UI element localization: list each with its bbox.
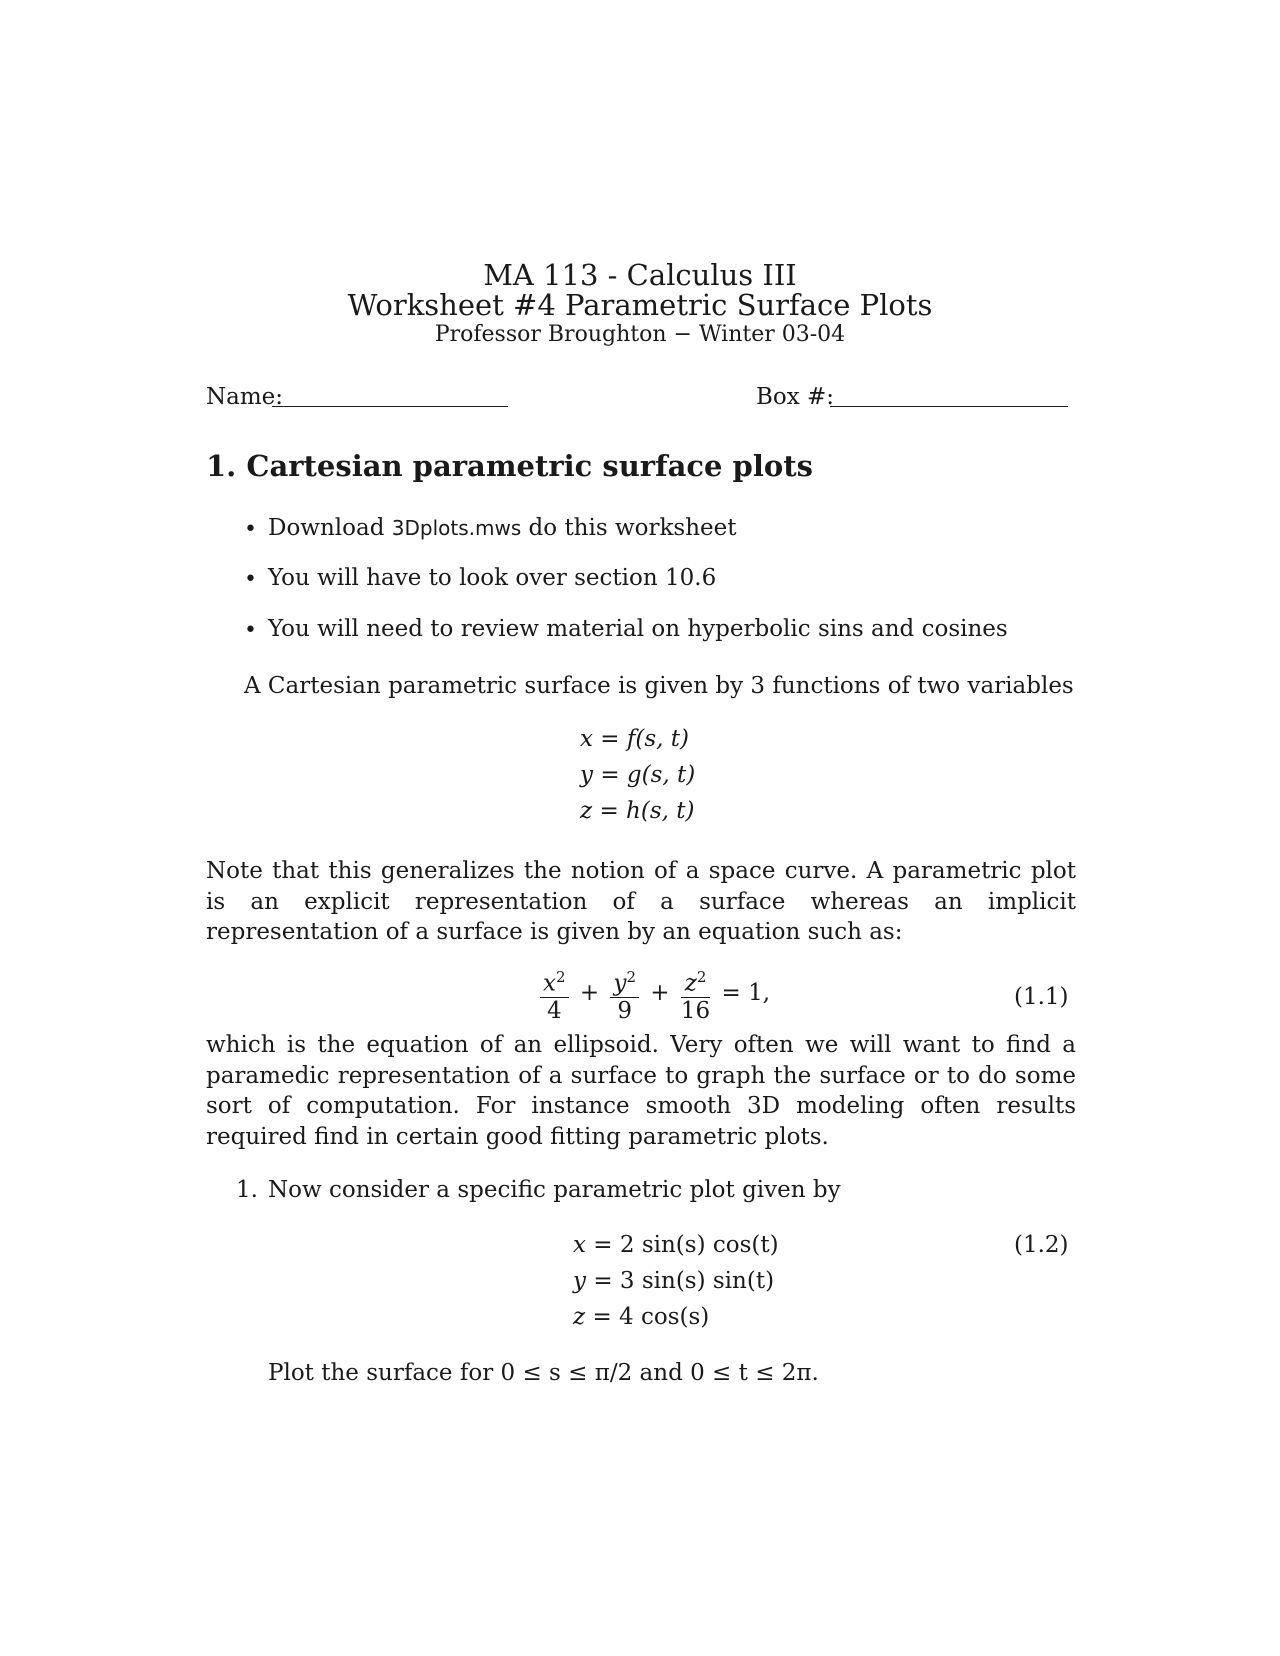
intro-text: A Cartesian parametric surface is given by 3 functions of two variables [244, 673, 1074, 699]
note-paragraph: Note that this generalizes the notion of a space curve. A parametric plot is an explicit representation of a surface whereas an implicit representation of a surface is given by an equation such as: [206, 858, 1076, 945]
equation-number-1-1: (1.1) [1014, 984, 1069, 1010]
header-dash: − [673, 322, 692, 347]
equation-number-1-2: (1.2) [1014, 1232, 1069, 1258]
file-name: 3Dplots.mws [391, 516, 522, 540]
equation-z: z = h(s, t) [580, 798, 695, 824]
course-title: MA 113 - Calculus III [483, 258, 797, 292]
equation-y: y = g(s, t) [580, 762, 696, 788]
term: Winter 03-04 [698, 322, 846, 347]
problem-text: Now consider a specific parametric plot given by [268, 1177, 841, 1203]
professor-name: Professor Broughton [434, 322, 667, 347]
name-blank-line[interactable] [272, 406, 508, 407]
box-label: Box #: [756, 384, 835, 410]
box-blank-line[interactable] [830, 406, 1068, 407]
ellipsoid-paragraph: which is the equation of an ellipsoid. Very often we will want to find a paramedic representation of a surface to graph the surface or to do some sort of computation. For instance smooth 3D modeling often results required find in certain good fitting parametric plots. [206, 1032, 1076, 1150]
fraction-x: $\frac{x^2}{4}$ [540, 964, 569, 1024]
fraction-y: $\frac{y^2}{9}$ [610, 964, 639, 1024]
worksheet-title: Worksheet #4 Parametric Surface Plots [347, 288, 933, 322]
param-equation-y: y = 3 sin(s) sin(t) [573, 1268, 775, 1294]
bullet-icon: • [244, 618, 257, 643]
equation-x: x = f(s, t) [580, 726, 690, 752]
section-heading: 1. Cartesian parametric surface plots [206, 449, 813, 483]
name-label: Name: [206, 384, 284, 410]
param-equation-x: x = 2 sin(s) cos(t) [573, 1232, 779, 1258]
param-equation-z: z = 4 cos(s) [573, 1304, 710, 1330]
bullet-item-section: You will have to look over section 10.6 [268, 565, 717, 591]
professor-term [0, 322, 1280, 347]
bullet-item-download: Download 3Dplots.mws do this worksheet [268, 515, 737, 541]
fraction-z: $\frac{z^2}{16}$ [681, 964, 710, 1024]
ellipsoid-equation: $\frac{x^2}{4}$ + $\frac{y^2}{9}$ + $\frac{z^2}{16}$ = 1, [536, 964, 770, 1024]
bullet-item-review: You will need to review material on hyperbolic sins and cosines [268, 616, 1008, 642]
bullet-icon: • [244, 567, 257, 592]
problem-label: 1. [236, 1177, 258, 1203]
bullet-icon: • [244, 517, 257, 542]
plot-instruction: Plot the surface for 0 ≤ s ≤ π/2 and 0 ≤ t ≤ 2π. [268, 1360, 819, 1386]
